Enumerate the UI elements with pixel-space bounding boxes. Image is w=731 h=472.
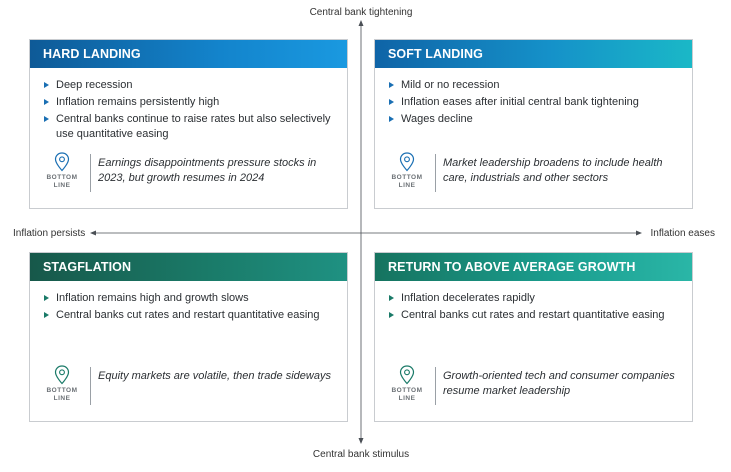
bullet-arrow-icon <box>389 99 394 105</box>
bullet-item: Wages decline <box>389 112 684 127</box>
bullet-arrow-icon <box>44 312 49 318</box>
divider <box>90 367 91 405</box>
quadrant-soft-landing <box>374 39 693 209</box>
map-pin-icon <box>387 152 427 190</box>
bullet-list <box>44 78 339 144</box>
axis-label-right: Inflation eases <box>650 228 715 239</box>
quadrant-hard-landing <box>29 39 348 209</box>
bullet-arrow-icon <box>44 82 49 88</box>
divider <box>435 367 436 405</box>
bullet-arrow-icon <box>389 116 394 122</box>
bullet-arrow-icon <box>389 295 394 301</box>
bottom-line <box>42 152 339 196</box>
quadrant-title: STAGFLATION <box>30 253 347 281</box>
bullet-item: Inflation eases after initial central bank tightening <box>389 95 684 110</box>
bullet-item: Central banks cut rates and restart quantitative easing <box>44 308 339 323</box>
quadrant-title: HARD LANDING <box>30 40 347 68</box>
bullet-arrow-icon <box>44 116 49 122</box>
bottom-line-text: Earnings disappointments pressure stocks in 2023, but growth resumes in 2024 <box>98 157 317 184</box>
bullet-item: Inflation remains high and growth slows <box>44 291 339 306</box>
bullet-arrow-icon <box>44 99 49 105</box>
bullet-list <box>389 78 684 129</box>
axis-label-bottom: Central bank stimulus <box>312 449 410 460</box>
bottom-line-text: Market leadership broadens to include health care, industrials and other sectors <box>443 157 663 184</box>
quadrant-above-average-growth <box>374 252 693 422</box>
quadrant-stagflation <box>29 252 348 422</box>
bullet-list <box>44 291 339 325</box>
bullet-item: Inflation remains persistently high <box>44 95 339 110</box>
quadrant-title: RETURN TO ABOVE AVERAGE GROWTH <box>375 253 692 281</box>
divider <box>435 154 436 192</box>
bottom-line-text: Growth-oriented tech and consumer companies resume market leadership <box>443 370 675 397</box>
bottom-line-text: Equity markets are volatile, then trade sideways <box>98 370 331 382</box>
bullet-item: Inflation decelerates rapidly <box>389 291 684 306</box>
quadrant-title: SOFT LANDING <box>375 40 692 68</box>
bottom-line-label: BOTTOM LINE <box>391 174 423 189</box>
bottom-line-label: BOTTOM LINE <box>46 387 78 402</box>
axis-label-left: Inflation persists <box>13 228 86 239</box>
map-pin-icon <box>42 152 82 190</box>
bottom-line <box>387 152 684 196</box>
bullet-item: Deep recession <box>44 78 339 93</box>
bottom-line-label: BOTTOM LINE <box>46 174 78 189</box>
bottom-line <box>387 365 684 409</box>
bullet-list <box>389 291 684 325</box>
map-pin-icon <box>387 365 427 403</box>
bullet-arrow-icon <box>389 82 394 88</box>
divider <box>90 154 91 192</box>
axis-label-top: Central bank tightening <box>309 7 413 18</box>
bottom-line-label: BOTTOM LINE <box>391 387 423 402</box>
bullet-arrow-icon <box>44 295 49 301</box>
bullet-item: Mild or no recession <box>389 78 684 93</box>
bullet-item: Central banks continue to raise rates but also selectively use quantitative easing <box>44 112 339 142</box>
map-pin-icon <box>42 365 82 403</box>
bottom-line <box>42 365 339 409</box>
bullet-item: Central banks cut rates and restart quantitative easing <box>389 308 684 323</box>
bullet-arrow-icon <box>389 312 394 318</box>
